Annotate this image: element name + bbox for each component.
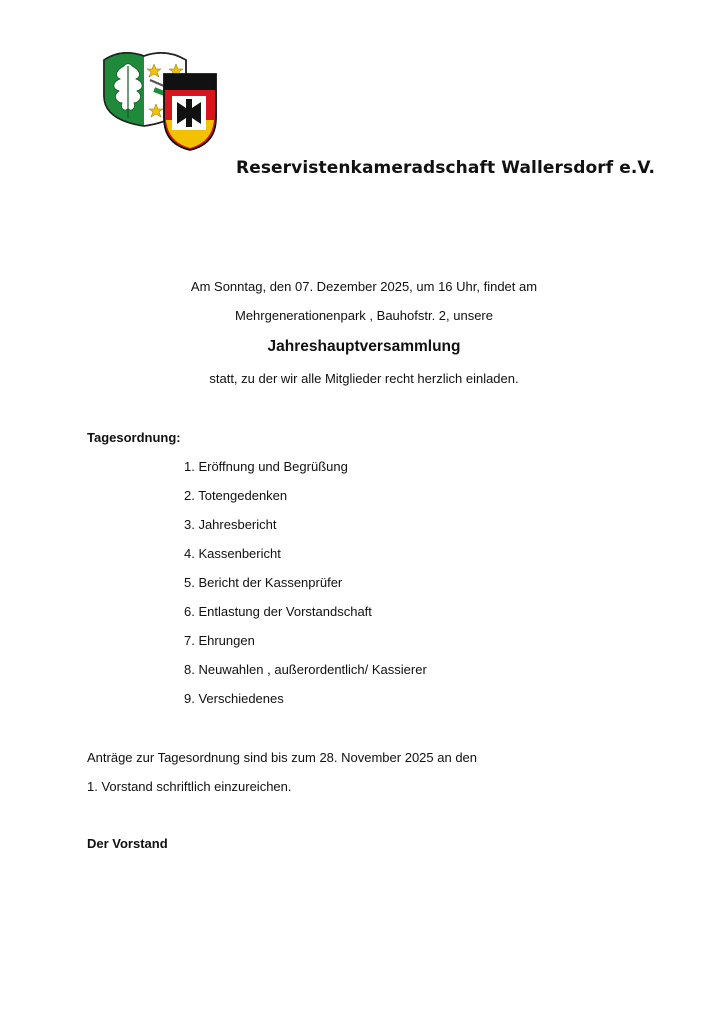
invitation-line-date: Am Sonntag, den 07. Dezember 2025, um 16 Uhr, findet am <box>190 279 538 294</box>
motions-deadline-line: Anträge zur Tagesordnung sind bis zum 28. November 2025 an den <box>87 750 478 765</box>
organization-name: Reservistenkameradschaft Wallersdorf e.V. <box>236 158 656 178</box>
agenda-item: 8. Neuwahlen , außerordentlich/ Kassierer <box>184 662 427 677</box>
agenda-item: 3. Jahresbericht <box>184 517 277 532</box>
agenda-item: 6. Entlastung der Vorstandschaft <box>184 604 372 619</box>
signature: Der Vorstand <box>87 836 168 851</box>
invitation-line-location: Mehrgenerationenpark , Bauhofstr. 2, unsere <box>235 308 493 323</box>
agenda-item: 4. Kassenbericht <box>184 546 281 561</box>
meeting-title: Jahreshauptversammlung <box>267 338 461 355</box>
agenda-list <box>184 459 427 720</box>
logo <box>98 46 224 154</box>
invitation-line-welcome: statt, zu der wir alle Mitglieder recht herzlich einladen. <box>209 371 519 386</box>
iron-cross-icon <box>172 96 206 130</box>
reservist-shield <box>164 74 216 150</box>
motions-recipient-line: 1. Vorstand schriftlich einzureichen. <box>87 779 292 794</box>
agenda-heading: Tagesordnung: <box>87 430 181 445</box>
agenda-item: 2. Totengedenken <box>184 488 288 503</box>
agenda-item: 5. Bericht der Kassenprüfer <box>184 575 343 590</box>
agenda-item: 7. Ehrungen <box>184 633 255 648</box>
agenda-item: 1. Eröffnung und Begrüßung <box>184 459 348 474</box>
agenda-item: 9. Verschiedenes <box>184 691 284 706</box>
